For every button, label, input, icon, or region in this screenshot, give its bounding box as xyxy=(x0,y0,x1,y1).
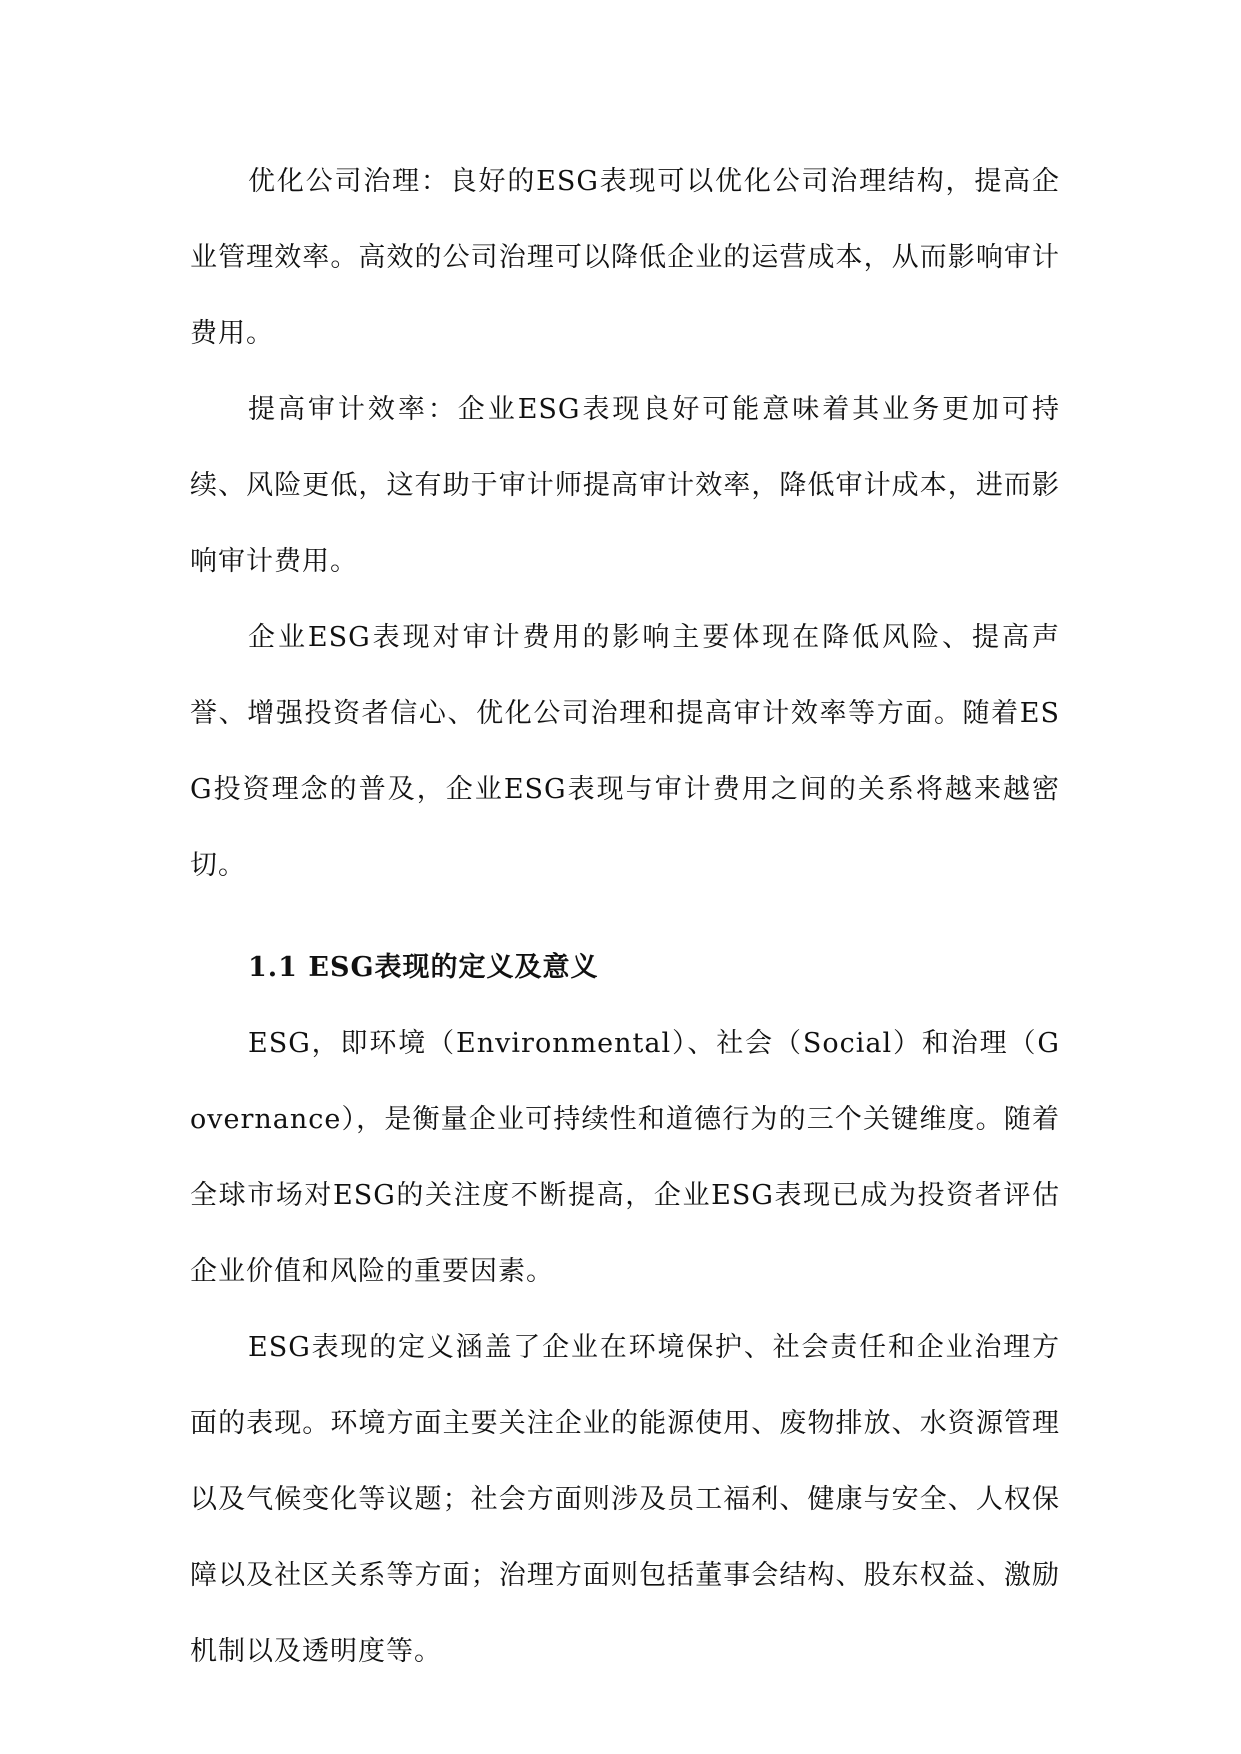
paragraph-esg-scope: ESG表现的定义涵盖了企业在环境保护、社会责任和企业治理方面的表现。环境方面主要关注企业的能源使用、废物排放、水资源管理以及气候变化等议题；社会方面则涉及员工福利、健康与安全、人权保障以及社区关系等方面；治理方面则包括董事会结构、股东权益、激励机制以及透明度等。 xyxy=(190,1332,1060,1667)
document-body xyxy=(190,144,1060,1690)
paragraph-esg-impact-summary: 企业ESG表现对审计费用的影响主要体现在降低风险、提高声誉、增强投资者信心、优化公司治理和提高审计效率等方面。随着ESG投资理念的普及，企业ESG表现与审计费用之间的关系将越来越密切。 xyxy=(190,622,1060,881)
section-heading: 1.1 ESG表现的定义及意义 xyxy=(248,952,599,983)
paragraph-audit-efficiency: 提高审计效率：企业ESG表现良好可能意味着其业务更加可持续、风险更低，这有助于审计师提高审计效率，降低审计成本，进而影响审计费用。 xyxy=(190,394,1060,577)
paragraph-esg-definition: ESG，即环境（Environmental）、社会（Social）和治理（Governance），是衡量企业可持续性和道德行为的三个关键维度。随着全球市场对ESG的关注度不断提高，企业ESG表现已成为投资者评估企业价值和风险的重要因素。 xyxy=(190,1028,1060,1287)
paragraph-corporate-governance: 优化公司治理：良好的ESG表现可以优化公司治理结构，提高企业管理效率。高效的公司治理可以降低企业的运营成本，从而影响审计费用。 xyxy=(190,166,1060,349)
